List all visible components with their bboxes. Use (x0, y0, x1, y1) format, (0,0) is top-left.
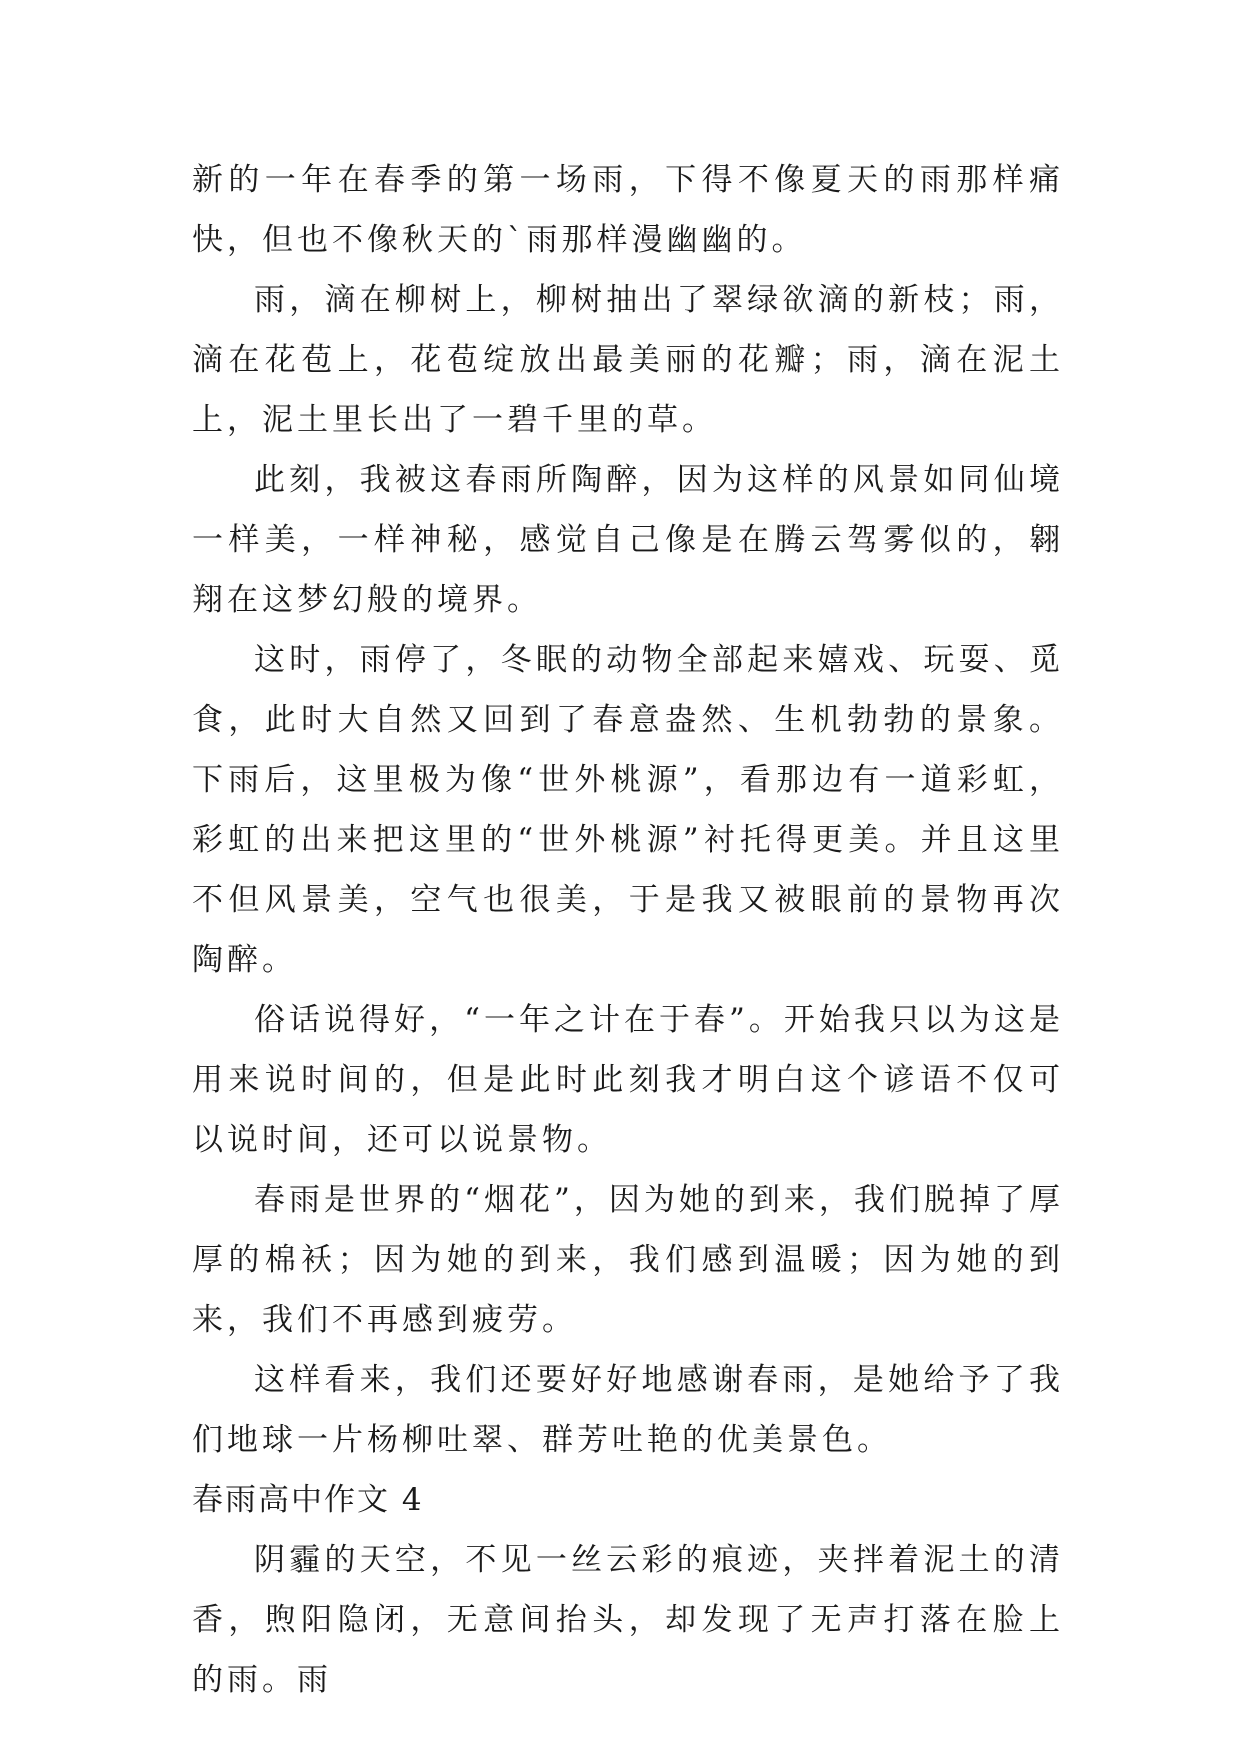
paragraph-6: 春雨是世界的“烟花”，因为她的到来，我们脱掉了厚厚的棉袄；因为她的到来，我们感到温暖；因为她的到来，我们不再感到疲劳。 (192, 1182, 1064, 1338)
paragraph-3: 此刻，我被这春雨所陶醉，因为这样的风景如同仙境一样美，一样神秘，感觉自己像是在腾云驾雾似的，翱翔在这梦幻般的境界。 (192, 462, 1064, 618)
paragraph-2: 雨，滴在柳树上，柳树抽出了翠绿欲滴的新枝；雨，滴在花苞上，花苞绽放出最美丽的花瓣；雨，滴在泥土上，泥土里长出了一碧千里的草。 (192, 282, 1064, 438)
section-heading: 春雨高中作文 4 (192, 1482, 424, 1518)
paragraph-1: 新的一年在春季的第一场雨，下得不像夏天的雨那样痛快，但也不像秋天的`雨那样漫幽幽的。 (192, 162, 1064, 258)
paragraph-4: 这时，雨停了，冬眠的动物全部起来嬉戏、玩耍、觅食，此时大自然又回到了春意盎然、生机勃勃的景象。下雨后，这里极为像“世外桃源”，看那边有一道彩虹，彩虹的出来把这里的“世外桃源”衬托得更美。并且这里不但风景美，空气也很美，于是我又被眼前的景物再次陶醉。 (192, 642, 1064, 978)
paragraph-8: 阴霾的天空，不见一丝云彩的痕迹，夹拌着泥土的清香，煦阳隐闭，无意间抬头，却发现了无声打落在脸上的雨。雨 (192, 1542, 1064, 1698)
document-body (192, 150, 1064, 1710)
paragraph-7: 这样看来，我们还要好好地感谢春雨，是她给予了我们地球一片杨柳吐翠、群芳吐艳的优美景色。 (192, 1362, 1064, 1458)
paragraph-5: 俗话说得好，“一年之计在于春”。开始我只以为这是用来说时间的，但是此时此刻我才明白这个谚语不仅可以说时间，还可以说景物。 (192, 1002, 1064, 1158)
